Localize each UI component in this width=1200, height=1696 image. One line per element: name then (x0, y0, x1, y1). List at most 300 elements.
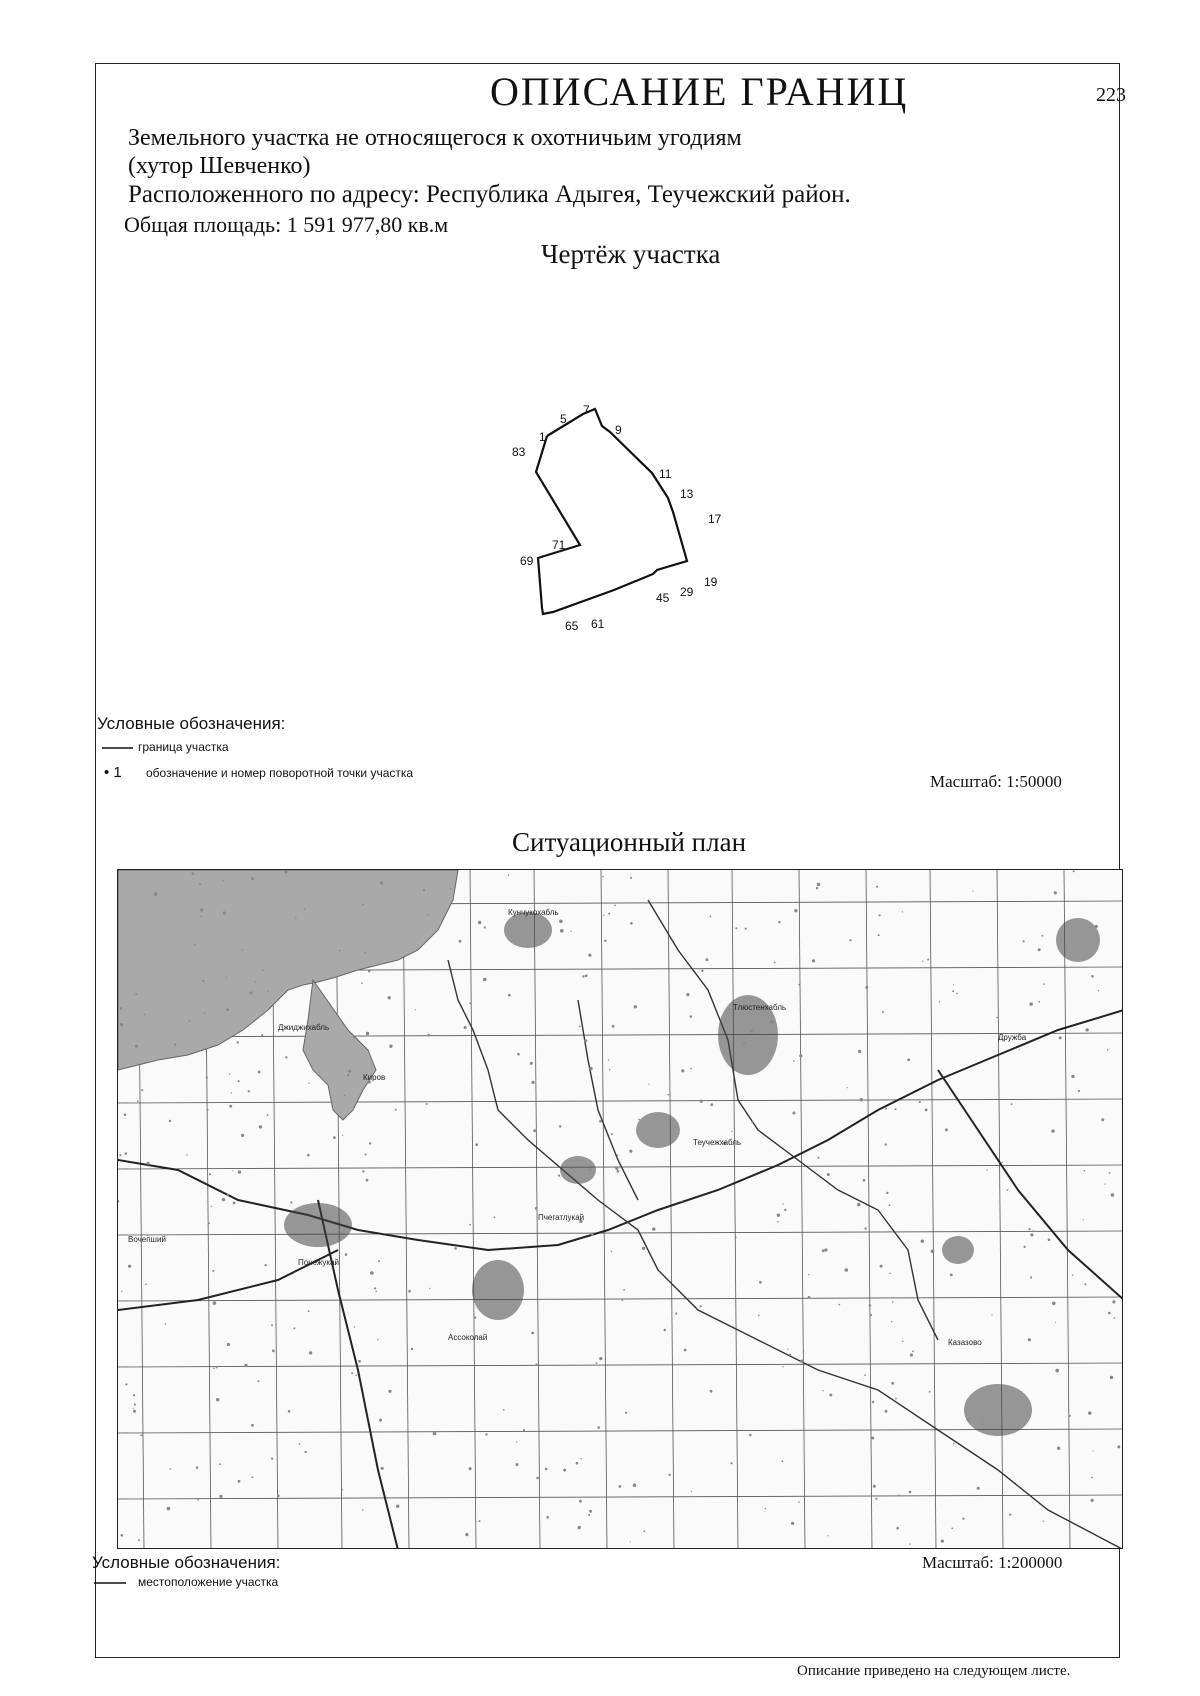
map-texture-dot (589, 1067, 592, 1070)
map-texture-dot (582, 975, 584, 977)
map-texture-dot (787, 1349, 788, 1350)
map-texture-dot (750, 1030, 753, 1033)
map-texture-dot (864, 1227, 866, 1229)
map-texture-dot (120, 1023, 123, 1026)
map-texture-dot (953, 984, 954, 985)
grid-line-h (118, 1297, 1123, 1301)
map-texture-dot (909, 1543, 910, 1544)
map-texture-dot (588, 1514, 590, 1516)
map-texture-dot (213, 1368, 215, 1370)
map-texture-dot (1028, 1228, 1030, 1230)
map-texture-dot (710, 1103, 713, 1106)
map-texture-dot (782, 1203, 783, 1204)
map-texture-dot (212, 1270, 214, 1272)
drawing-legend-title: Условные обозначения: (97, 714, 286, 733)
map-texture-dot (125, 1383, 127, 1385)
map-texture-dot (793, 1060, 795, 1062)
map-texture-dot (192, 872, 195, 875)
map-texture-dot (309, 1351, 312, 1354)
map-texture-dot (133, 1410, 136, 1413)
map-texture-dot (559, 920, 563, 924)
map-texture-dot (822, 1390, 823, 1391)
map-texture-dot (878, 934, 880, 936)
map-texture-dot (808, 1274, 809, 1275)
map-texture-dot (617, 1154, 619, 1156)
map-texture-dot (618, 1485, 621, 1488)
grid-line-h (118, 1495, 1123, 1499)
map-texture-dot (351, 1372, 353, 1374)
map-place-label: Тлюстенхабль (733, 1003, 787, 1012)
map-texture-dot (967, 1418, 970, 1421)
map-texture-dot (1042, 935, 1044, 937)
map-texture-dot (135, 993, 137, 995)
map-texture-dot (484, 926, 486, 928)
map-texture-dot (770, 1020, 774, 1024)
map-texture-dot (378, 1260, 380, 1262)
map-texture-dot (222, 880, 224, 882)
map-texture-dot (612, 1025, 615, 1028)
settlement-area (504, 912, 552, 948)
map-texture-dot (154, 892, 158, 896)
grid-line-h (118, 1231, 1123, 1235)
map-texture-dot (264, 1264, 266, 1266)
map-texture-dot (364, 952, 366, 954)
map-texture-dot (1083, 1219, 1084, 1220)
map-texture-dot (838, 1304, 840, 1306)
map-texture-dot (847, 1087, 848, 1088)
map-texture-dot (380, 881, 383, 884)
map-texture-dot (827, 1535, 828, 1536)
map-texture-dot (690, 1015, 693, 1018)
map-texture-dot (710, 1390, 713, 1393)
map-texture-dot (369, 1142, 371, 1144)
map-texture-dot (134, 1404, 136, 1406)
grid-line-v (930, 870, 936, 1549)
map-texture-dot (277, 1495, 280, 1498)
map-texture-dot (154, 1304, 155, 1305)
map-texture-dot (133, 1408, 134, 1409)
map-texture-dot (213, 1301, 217, 1305)
map-texture-dot (368, 970, 370, 972)
map-texture-dot (1030, 1002, 1033, 1005)
map-texture-dot (299, 1443, 301, 1445)
map-texture-dot (889, 1204, 891, 1206)
map-texture-dot (882, 1011, 884, 1013)
map-texture-dot (517, 1053, 520, 1056)
map-texture-dot (1091, 975, 1094, 978)
map-texture-dot (141, 1089, 143, 1091)
map-texture-dot (625, 1412, 627, 1414)
map-texture-dot (251, 1424, 254, 1427)
map-texture-dot (1098, 990, 1099, 991)
parcel-address: Расположенного по адресу: Республика Адыгея, Теучежский район. (128, 181, 851, 208)
map-texture-dot (579, 1500, 582, 1503)
map-texture-dot (545, 1468, 548, 1471)
map-texture-dot (1086, 1028, 1089, 1031)
map-texture-dot (135, 1045, 138, 1048)
map-texture-dot (389, 1045, 392, 1048)
map-texture-dot (362, 1170, 364, 1172)
map-texture-dot (690, 1068, 692, 1070)
map-texture-dot (791, 1522, 794, 1525)
map-texture-dot (872, 1401, 874, 1403)
point-label-29: 29 (680, 585, 694, 599)
map-texture-dot (226, 1008, 229, 1011)
map-texture-dot (305, 1451, 307, 1453)
map-texture-dot (169, 1120, 171, 1122)
map-texture-dot (388, 1390, 391, 1393)
map-texture-dot (307, 1154, 310, 1157)
map-texture-dot (885, 1108, 887, 1110)
map-texture-dot (1009, 1514, 1011, 1516)
map-texture-dot (138, 1539, 140, 1541)
map-texture-dot (1038, 948, 1041, 951)
map-texture-dot (194, 944, 196, 946)
map-texture-dot (576, 1462, 579, 1465)
map-texture-dot (238, 1480, 241, 1483)
map-texture-dot (743, 1042, 745, 1044)
map-texture-dot (885, 1410, 888, 1413)
map-texture-dot (258, 1380, 260, 1382)
grid-line-v (799, 870, 805, 1549)
grid-line-h (118, 1099, 1123, 1103)
point-label-5: 5 (560, 412, 567, 426)
footer-note: Описание приведено на следующем листе. (797, 1663, 1071, 1679)
map-texture-dot (118, 1200, 119, 1202)
map-texture-dot (1023, 940, 1025, 942)
map-texture-dot (426, 1103, 428, 1105)
map-texture-dot (794, 909, 797, 912)
map-texture-dot (216, 1367, 218, 1369)
legend-point-label: обозначение и номер поворотной точки участка (146, 766, 414, 780)
map-texture-dot (1001, 1162, 1002, 1163)
map-texture-dot (267, 1114, 269, 1116)
map-texture-dot (288, 1410, 291, 1413)
map-texture-dot (630, 877, 632, 879)
map-texture-dot (366, 1032, 369, 1035)
map-texture-dot (204, 1012, 206, 1014)
map-texture-dot (165, 1323, 167, 1325)
map-texture-dot (199, 883, 201, 885)
map-place-label: Казазово (948, 1338, 982, 1347)
map-texture-dot (829, 1394, 832, 1397)
map-texture-dot (216, 1398, 219, 1401)
map-texture-dot (290, 1201, 292, 1203)
map-texture-dot (996, 1017, 998, 1019)
map-texture-dot (1059, 1036, 1062, 1039)
map-texture-dot (731, 1462, 733, 1464)
map-texture-dot (700, 1305, 702, 1307)
map-texture-dot (962, 1518, 964, 1520)
map-texture-dot (531, 1332, 534, 1335)
map-texture-dot (585, 974, 588, 977)
map-texture-dot (1030, 1276, 1032, 1278)
map-texture-dot (1048, 1238, 1051, 1241)
map-texture-dot (731, 1131, 732, 1132)
map-texture-dot (864, 1374, 866, 1376)
map-texture-dot (784, 1209, 786, 1211)
map-texture-dot (902, 911, 903, 912)
map-texture-dot (609, 1069, 610, 1070)
map-texture-dot (304, 908, 306, 910)
map-texture-dot (922, 961, 923, 962)
map-texture-dot (485, 1433, 487, 1435)
map-texture-dot (454, 1247, 457, 1250)
map-texture-dot (865, 986, 868, 989)
map-texture-dot (388, 996, 391, 999)
map-texture-dot (121, 1534, 124, 1537)
map-texture-dot (611, 1251, 612, 1252)
map-texture-dot (863, 1179, 866, 1182)
map-texture-dot (167, 1507, 171, 1511)
map-texture-dot (919, 1101, 921, 1103)
map-texture-dot (231, 1092, 232, 1093)
document-title: ОПИСАНИЕ ГРАНИЦ (490, 69, 909, 114)
map-texture-dot (1112, 1300, 1115, 1303)
map-texture-dot (433, 1432, 437, 1436)
map-texture-dot (873, 1485, 876, 1488)
point-label-7: 7 (583, 403, 590, 417)
map-texture-dot (798, 1501, 800, 1503)
grid-line-v (470, 870, 476, 1549)
map-texture-dot (229, 1073, 230, 1074)
map-texture-dot (219, 1463, 221, 1465)
map-texture-dot (664, 1329, 667, 1332)
parcel-area: Общая площадь: 1 591 977,80 кв.м (124, 212, 449, 237)
map-texture-dot (939, 1001, 940, 1002)
map-texture-dot (1104, 1184, 1105, 1185)
situation-plan-title: Ситуационный план (512, 827, 747, 857)
map-texture-dot (120, 1007, 123, 1010)
map-texture-dot (353, 1037, 355, 1039)
map-texture-dot (339, 950, 341, 952)
map-texture-dot (1052, 1302, 1056, 1306)
map-texture-dot (147, 1162, 150, 1165)
map-texture-dot (599, 1357, 602, 1360)
map-texture-dot (1055, 1322, 1056, 1323)
map-texture-dot (226, 977, 227, 978)
map-texture-dot (925, 1109, 928, 1112)
map-texture-dot (1069, 1415, 1071, 1417)
map-texture-dot (268, 990, 270, 992)
map-texture-dot (1091, 1499, 1094, 1502)
map-texture-dot (478, 921, 481, 924)
map-texture-dot (344, 1095, 346, 1097)
map-texture-dot (622, 1299, 624, 1301)
topographic-map (118, 870, 1123, 1549)
map-texture-dot (174, 1043, 176, 1045)
map-texture-dot (571, 1168, 573, 1170)
map-texture-dot (227, 1194, 229, 1196)
map-texture-dot (941, 1540, 944, 1543)
map-texture-dot (531, 1081, 534, 1084)
map-texture-dot (751, 1121, 753, 1123)
map-texture-dot (860, 1098, 863, 1101)
map-texture-dot (777, 1214, 780, 1217)
map-texture-dot (588, 954, 591, 957)
map-texture-dot (170, 1468, 172, 1470)
map-texture-dot (1084, 1170, 1086, 1172)
map-texture-dot (1043, 983, 1045, 985)
map-place-label: Киров (363, 1073, 386, 1082)
map-texture-dot (396, 1505, 399, 1508)
map-texture-dot (523, 1429, 525, 1431)
map-texture-dot (189, 1020, 191, 1022)
map-texture-dot (611, 1133, 613, 1135)
map-texture-dot (982, 1418, 983, 1419)
map-texture-dot (285, 870, 288, 873)
map-texture-dot (972, 891, 973, 892)
map-texture-dot (701, 970, 703, 972)
map-texture-dot (140, 1434, 142, 1436)
map-texture-dot (1108, 1312, 1111, 1315)
map-texture-dot (208, 1222, 210, 1224)
map-place-label: Ассоколай (448, 1333, 488, 1342)
map-texture-dot (808, 1296, 811, 1299)
map-texture-dot (869, 1314, 872, 1317)
map-texture-dot (222, 1198, 225, 1201)
map-place-label: Дружба (998, 1033, 1027, 1042)
map-texture-dot (643, 1530, 645, 1532)
map-texture-dot (824, 1248, 827, 1251)
settlement-area (1056, 918, 1100, 962)
map-texture-dot (186, 1154, 187, 1155)
map-texture-dot (241, 1134, 244, 1137)
settlement-area (284, 1203, 352, 1247)
map-texture-dot (765, 1508, 766, 1509)
map-texture-dot (1054, 891, 1057, 894)
map-texture-dot (669, 1474, 671, 1476)
map-texture-dot (608, 1059, 609, 1060)
map-texture-dot (377, 1339, 378, 1340)
map-texture-dot (125, 1152, 128, 1155)
map-texture-dot (370, 1271, 374, 1275)
plan-scale: Масштаб: 1:200000 (922, 1553, 1063, 1572)
map-texture-dot (1055, 1369, 1059, 1373)
map-texture-dot (899, 1495, 900, 1496)
map-texture-dot (196, 1466, 199, 1469)
point-label-19: 19 (704, 575, 718, 589)
map-texture-dot (1091, 1477, 1093, 1479)
map-texture-dot (889, 1273, 891, 1275)
map-texture-dot (262, 969, 264, 971)
map-texture-dot (759, 1281, 762, 1284)
map-texture-dot (464, 1026, 467, 1029)
map-texture-dot (812, 959, 815, 962)
map-texture-dot (121, 1291, 122, 1292)
map-texture-dot (469, 1467, 472, 1470)
point-label-13: 13 (680, 487, 694, 501)
map-texture-dot (295, 917, 297, 919)
map-texture-dot (1072, 1274, 1074, 1276)
map-texture-dot (145, 1283, 147, 1285)
map-texture-dot (774, 962, 776, 964)
legend-location-line (92, 1578, 132, 1588)
map-texture-dot (617, 1170, 620, 1173)
map-texture-dot (248, 1090, 250, 1092)
map-texture-dot (124, 1113, 127, 1116)
map-texture-dot (128, 1265, 131, 1268)
parcel-description: Земельного участка не относящегося к охотничьим угодиям (128, 125, 742, 151)
grid-line-v (601, 870, 607, 1549)
map-texture-dot (691, 1491, 692, 1492)
map-texture-dot (652, 1227, 655, 1230)
map-texture-dot (880, 1265, 883, 1268)
map-texture-dot (623, 1289, 625, 1291)
map-texture-dot (347, 1074, 349, 1076)
map-texture-dot (570, 931, 571, 932)
map-texture-dot (907, 1058, 910, 1061)
map-texture-dot (777, 1221, 779, 1223)
map-texture-dot (633, 1484, 637, 1488)
settlement-area (942, 1236, 974, 1264)
map-texture-dot (395, 1109, 397, 1111)
map-texture-dot (799, 1054, 802, 1057)
map-texture-dot (630, 1541, 631, 1542)
point-label-83: 83 (512, 445, 526, 459)
map-texture-dot (242, 949, 244, 951)
map-texture-dot (648, 1084, 649, 1085)
map-texture-dot (816, 887, 818, 889)
map-texture-dot (735, 1237, 736, 1238)
map-texture-dot (479, 1520, 481, 1522)
map-texture-dot (700, 1100, 703, 1103)
map-texture-dot (1109, 1172, 1111, 1174)
map-texture-dot (684, 1349, 687, 1352)
map-texture-dot (991, 1314, 992, 1315)
map-texture-dot (206, 1077, 208, 1079)
grid-line-v (668, 870, 674, 1549)
map-texture-dot (952, 990, 954, 992)
map-texture-dot (483, 978, 487, 982)
map-texture-dot (271, 1324, 273, 1326)
map-texture-dot (272, 1349, 275, 1352)
map-texture-dot (1043, 1521, 1044, 1522)
map-texture-dot (931, 1249, 935, 1253)
drawing-title: Чертёж участка (541, 239, 721, 269)
map-texture-dot (857, 1203, 860, 1206)
parcel-boundary (536, 409, 687, 614)
map-texture-dot (909, 1491, 912, 1494)
map-place-label: Джиджихабль (278, 1023, 330, 1032)
map-texture-dot (705, 958, 708, 961)
map-texture-dot (333, 1136, 336, 1139)
map-texture-dot (365, 1154, 367, 1156)
map-texture-dot (144, 1014, 146, 1016)
map-texture-dot (745, 928, 747, 930)
map-texture-dot (408, 1290, 411, 1293)
map-texture-dot (818, 1157, 820, 1159)
map-texture-dot (1007, 1189, 1009, 1191)
map-texture-dot (294, 1327, 296, 1329)
point-label-71: 71 (552, 538, 566, 552)
map-texture-dot (956, 993, 958, 995)
map-texture-dot (227, 1343, 230, 1346)
map-texture-dot (710, 916, 712, 918)
map-texture-dot (354, 1326, 356, 1328)
map-texture-dot (375, 1291, 377, 1293)
map-texture-dot (597, 1426, 600, 1429)
map-texture-dot (209, 1173, 211, 1175)
map-place-label: Пчегатлукай (538, 1213, 585, 1222)
map-texture-dot (259, 1125, 262, 1128)
map-place-label: Теучежхабль (693, 1138, 742, 1147)
map-texture-dot (1057, 1447, 1060, 1450)
grid-line-v (403, 870, 409, 1549)
map-texture-dot (1122, 879, 1123, 880)
map-texture-dot (581, 1458, 582, 1459)
map-texture-dot (986, 1169, 987, 1170)
